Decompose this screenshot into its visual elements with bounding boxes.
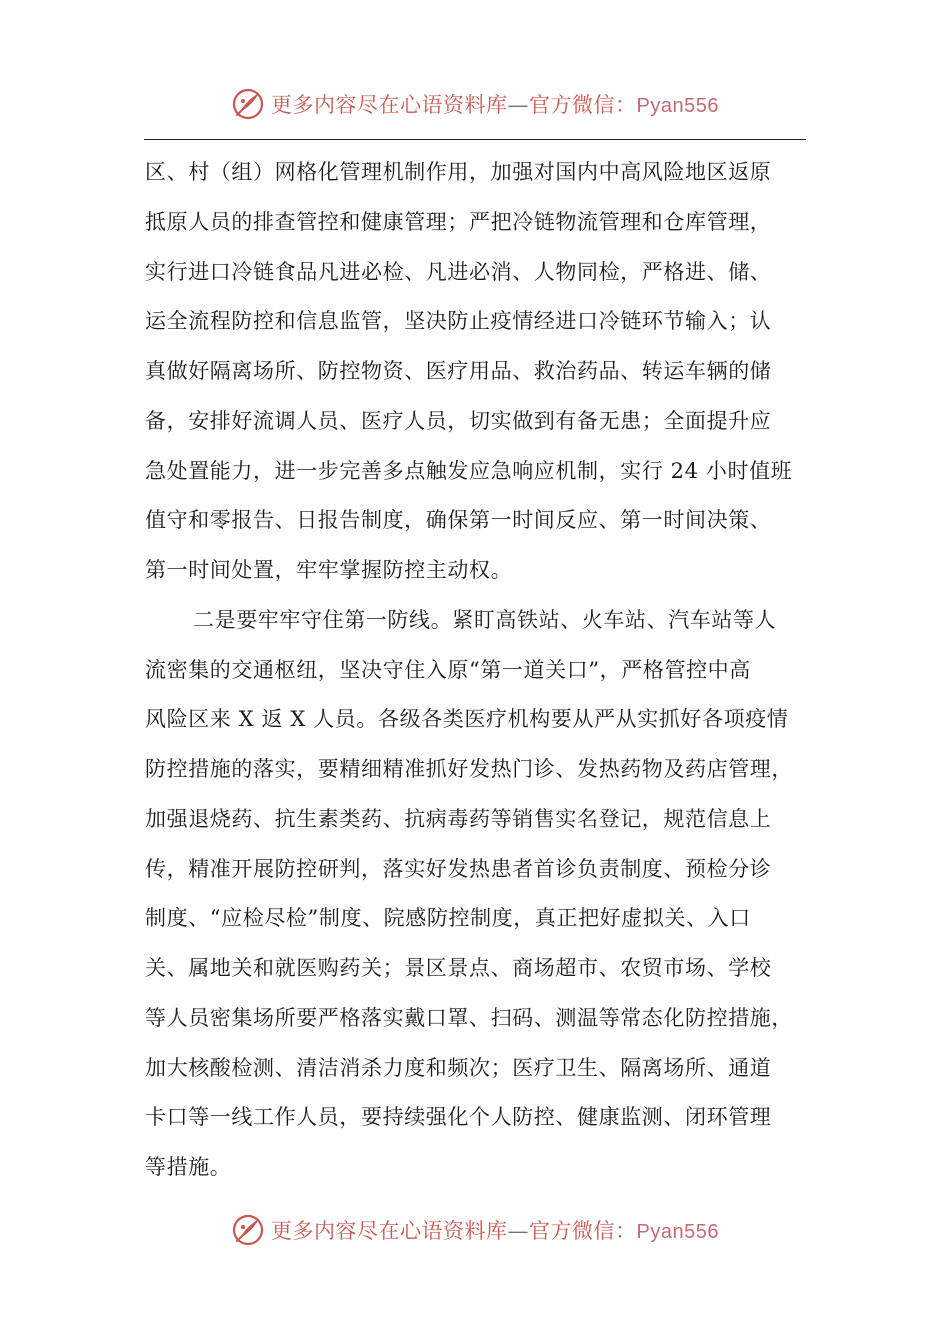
banner-text	[271, 1215, 719, 1245]
header-banner	[0, 82, 950, 126]
text-line: 等人员密集场所要严格落实戴口罩、扫码、测温等常态化防控措施，	[145, 1005, 793, 1030]
text-line: 急处置能力，进一步完善多点触发应急响应机制，实行 24 小时值班	[145, 458, 793, 483]
text-line: 关、属地关和就医购药关；景区景点、商场超市、农贸市场、学校	[145, 956, 772, 980]
text-line: 防控措施的落实，要精细精准抓好发热门诊、发热药物及药店管理，	[145, 757, 793, 781]
paragraph-start-line: 二是要牢牢守住第一防线。紧盯高铁站、火车站、汽车站等人	[193, 607, 777, 632]
text-line: 制度、“应检尽检”制度、院感防控制度，真正把好虚拟关、入口	[145, 906, 751, 931]
text-line: 值守和零报告、日报告制度，确保第一时间反应、第一时间决策、	[145, 508, 772, 533]
text-line: 真做好隔离场所、防控物资、医疗用品、救治药品、转运车辆的储	[145, 359, 772, 383]
document-body	[145, 148, 805, 1193]
quill-pen-logo-icon	[231, 1213, 265, 1247]
quill-pen-logo-icon	[231, 87, 265, 121]
text-line: 卡口等一线工作人员，要持续强化个人防控、健康监测、闭环管理	[145, 1105, 772, 1130]
text-line: 加强退烧药、抗生素类药、抗病毒药等销售实名登记，规范信息上	[145, 806, 772, 831]
banner-main: 更多内容尽在心语资料库	[271, 1219, 508, 1243]
banner-separator: —	[507, 93, 530, 117]
banner-wechat-id: Pyan556	[636, 95, 719, 117]
text-line: 实行进口冷链食品凡进必检、凡进必消、人物同检，严格进、储、	[145, 259, 772, 284]
header-divider	[144, 139, 806, 140]
banner-text	[271, 89, 719, 119]
text-line: 等措施。	[145, 1155, 232, 1179]
banner-main: 更多内容尽在心语资料库	[271, 93, 508, 117]
banner-separator: —	[507, 1219, 530, 1243]
footer-banner	[0, 1208, 950, 1252]
text-line: 加大核酸检测、清洁消杀力度和频次；医疗卫生、隔离场所、通道	[145, 1055, 772, 1080]
banner-wechat-label: 官方微信：	[529, 93, 637, 117]
text-line: 传，精准开展防控研判，落实好发热患者首诊负责制度、预检分诊	[145, 856, 772, 881]
banner-wechat-id: Pyan556	[636, 1221, 719, 1243]
banner-wechat-label: 官方微信：	[529, 1219, 637, 1243]
text-line: 区、村（组）网格化管理机制作用，加强对国内中高风险地区返原	[145, 160, 772, 184]
text-line: 抵原人员的排查管控和健康管理；严把冷链物流管理和仓库管理，	[145, 209, 772, 234]
text-line: 运全流程防控和信息监管，坚决防止疫情经进口冷链环节输入；认	[145, 309, 772, 334]
text-line: 第一时间处置，牢牢掌握防控主动权。	[145, 558, 513, 582]
text-line: 备，安排好流调人员、医疗人员，切实做到有备无患；全面提升应	[145, 408, 772, 433]
text-line: 流密集的交通枢纽，坚决守住入原“第一道关口”，严格管控中高	[145, 657, 751, 682]
text-line: 风险区来 X 返 X 人员。各级各类医疗机构要从严从实抓好各项疫情	[145, 707, 789, 732]
